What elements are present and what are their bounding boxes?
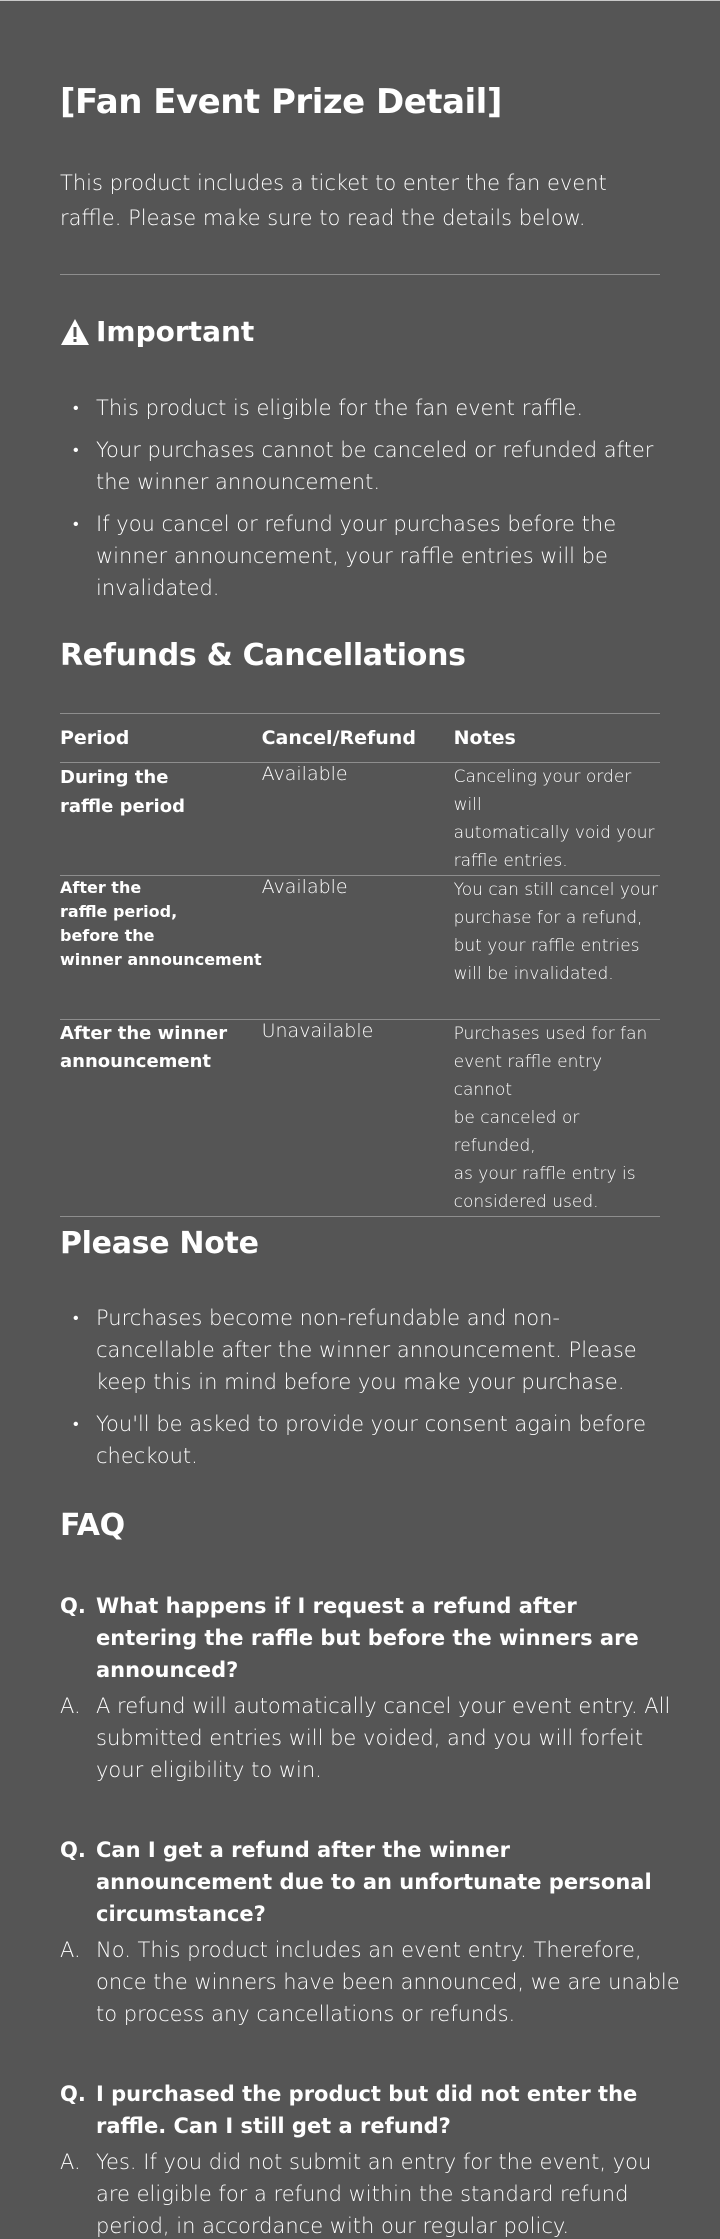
period-line: winner announcement <box>60 950 262 969</box>
answer-label: A. <box>60 2150 81 2174</box>
period-line: announcement <box>60 1051 212 1072</box>
faq-item <box>60 1834 680 2030</box>
list-item: • If you cancel or refund your purchases before the winner announcement, your raffle entries will be invalidated. <box>60 508 670 604</box>
period-line: After the winner <box>60 1023 228 1044</box>
note-line: You can still cancel your <box>453 880 659 900</box>
note-line: considered used. <box>453 1192 599 1212</box>
important-heading <box>60 315 254 348</box>
faq-question <box>60 1590 680 1686</box>
faq-answer <box>60 1934 680 2030</box>
period-line: During the <box>60 767 169 788</box>
warning-icon <box>60 318 90 346</box>
question-text: Can I get a refund after the winner announcement due to an unfortunate personal circumstance? <box>96 1838 652 1926</box>
list-item: • Purchases become non-refundable and non-cancellable after the winner announcement. Please keep this in mind before you make your purchase. <box>60 1302 670 1398</box>
important-heading-text: Important <box>96 315 255 348</box>
faq-answer <box>60 2146 680 2239</box>
status-cell <box>262 1020 454 1217</box>
faq-item <box>60 2078 680 2239</box>
note-line: be canceled or refunded, <box>453 1108 580 1156</box>
period-cell <box>60 876 262 1020</box>
notes-cell <box>454 763 660 876</box>
answer-label: A. <box>60 1938 81 1962</box>
faq-item <box>60 1590 680 1786</box>
please-note-list <box>60 1302 670 1482</box>
refund-status: Available <box>261 876 348 898</box>
please-note-heading: Please Note <box>60 1226 259 1261</box>
table-header-row <box>60 714 660 763</box>
status-cell <box>262 763 454 876</box>
period-line: raffle period <box>60 796 185 817</box>
answer-text: No. This product includes an event entry. Therefore, once the winners have been announced, we are unable to process any cancellations or refunds. <box>96 1938 680 2026</box>
notes-cell <box>454 876 660 1020</box>
faq-question <box>60 2078 680 2142</box>
list-item: • Your purchases cannot be canceled or refunded after the winner announcement. <box>60 434 670 498</box>
faq-answer <box>60 1690 680 1786</box>
table-row <box>60 876 660 1020</box>
question-label: Q. <box>60 1594 86 1618</box>
column-header-period: Period <box>60 714 262 763</box>
refund-status: Unavailable <box>261 1020 374 1042</box>
question-text: What happens if I request a refund after entering the raffle but before the winners are announced? <box>96 1594 639 1682</box>
faq-question <box>60 1834 680 1930</box>
period-line: After the <box>60 878 142 897</box>
note-line: but your raffle entries <box>453 936 640 956</box>
note-line: Purchases used for fan <box>453 1024 648 1044</box>
table-row <box>60 763 660 876</box>
refunds-table <box>60 713 660 1217</box>
question-label: Q. <box>60 2082 86 2106</box>
table-row <box>60 1020 660 1217</box>
question-text: I purchased the product but did not enter the raffle. Can I still get a refund? <box>96 2082 638 2138</box>
note-line: as your raffle entry is <box>453 1164 636 1184</box>
answer-text: Yes. If you did not submit an entry for the event, you are eligible for a refund within the standard refund period, in accordance with our regular policy. <box>96 2150 652 2238</box>
notes-cell <box>454 1020 660 1217</box>
faq-list <box>60 1590 680 2239</box>
faq-heading: FAQ <box>60 1508 125 1543</box>
status-cell <box>262 876 454 1020</box>
note-line: will be invalidated. <box>453 964 614 984</box>
column-header-cancel-refund: Cancel/Refund <box>262 714 454 763</box>
period-line: raffle period, <box>60 902 178 921</box>
period-cell <box>60 1020 262 1217</box>
refunds-heading: Refunds & Cancellations <box>60 638 466 673</box>
answer-text: A refund will automatically cancel your event entry. All submitted entries will be voided, and you will forfeit your eligibility to win. <box>96 1694 671 1782</box>
question-label: Q. <box>60 1838 86 1862</box>
period-line: before the <box>60 926 155 945</box>
divider <box>60 274 660 275</box>
note-line: Canceling your order will <box>453 767 632 815</box>
period-cell <box>60 763 262 876</box>
page-title: [Fan Event Prize Detail] <box>60 82 502 122</box>
list-item: • This product is eligible for the fan event raffle. <box>60 392 670 424</box>
list-item: • You'll be asked to provide your consent again before checkout. <box>60 1408 670 1472</box>
column-header-notes: Notes <box>454 714 660 763</box>
note-line: automatically void your <box>453 823 655 843</box>
note-line: event raffle entry cannot <box>453 1052 603 1100</box>
refund-status: Available <box>261 763 348 785</box>
note-line: purchase for a refund, <box>453 908 643 928</box>
note-line: raffle entries. <box>453 851 568 871</box>
important-list <box>60 392 670 614</box>
answer-label: A. <box>60 1694 81 1718</box>
intro-text: This product includes a ticket to enter the fan event raffle. Please make sure to read the details below. <box>60 171 607 230</box>
